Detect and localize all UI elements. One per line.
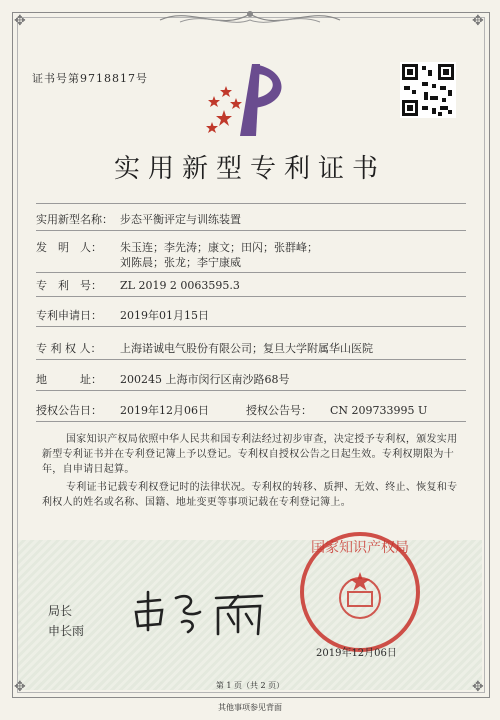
legal-status-note: 专利证书记载专利权登记时的法律状况。专利权的转移、质押、无效、终止、恢复和专利权人的姓名或名称、国籍、地址变更等事项记载在专利登记簿上。	[42, 482, 458, 508]
field-label: 专 利 号：	[36, 279, 102, 292]
director-title: 局长	[48, 604, 73, 618]
corner-ornament-icon: ✥	[472, 679, 484, 695]
corner-ornament-icon: ✥	[472, 13, 484, 29]
patent-office-logo-icon	[200, 58, 296, 138]
official-seal-icon	[298, 530, 422, 654]
divider	[36, 203, 466, 204]
director-name: 申长雨	[48, 624, 85, 638]
field-label: 实用新型名称：	[36, 213, 113, 226]
seal-date: 2019年12月06日	[316, 648, 397, 659]
field-label: 授权公告日：	[36, 404, 102, 417]
field-label: 专 利 权 人：	[36, 342, 102, 355]
field-value: 2019年01月15日	[120, 309, 209, 322]
divider	[36, 390, 466, 391]
field-label: 发 明 人：	[36, 241, 102, 254]
divider	[36, 272, 466, 273]
grant-statement: 国家知识产权局依照中华人民共和国专利法经过初步审查，决定授予专利权，颁发实用新型专利证书并在专利登记簿上予以登记。专利权自授权公告之日起生效。专利权期限为十年，自申请日起算。	[42, 434, 458, 475]
field-value: 200245 上海市闵行区南沙路68号	[120, 373, 290, 386]
corner-ornament-icon: ✥	[14, 13, 26, 29]
footer-note: 其他事项参见背面	[218, 703, 282, 712]
field-value: ZL 2019 2 0063595.3	[120, 279, 240, 292]
corner-ornament-icon: ✥	[14, 679, 26, 695]
top-ornament-icon	[150, 6, 350, 32]
divider	[36, 421, 466, 422]
seal-text: 国家知识产权局	[311, 540, 409, 556]
field-value: 步态平衡评定与训练装置	[120, 213, 241, 226]
divider	[36, 359, 466, 360]
page-indicator: 第 1 页（共 2 页）	[215, 681, 285, 690]
qr-code-icon	[400, 62, 456, 118]
field-value: CN 209733995 U	[330, 404, 428, 417]
field-label: 授权公告号：	[246, 404, 312, 417]
field-value: 2019年12月06日	[120, 404, 209, 417]
field-value: 上海诺诚电气股份有限公司；复旦大学附属华山医院	[120, 342, 373, 355]
director-signature-icon	[130, 588, 270, 638]
divider	[36, 296, 466, 297]
field-label: 专利申请日：	[36, 309, 102, 322]
field-value: 朱玉连；李先涛；康文；田闪；张群峰；刘陈晨；张龙；李宁康威	[120, 241, 318, 269]
field-label: 地 址：	[36, 373, 102, 386]
divider	[36, 326, 466, 327]
certificate-title: 实用新型专利证书	[113, 154, 386, 184]
certificate-number: 证书号第9718817号	[32, 72, 148, 85]
divider	[36, 230, 466, 231]
